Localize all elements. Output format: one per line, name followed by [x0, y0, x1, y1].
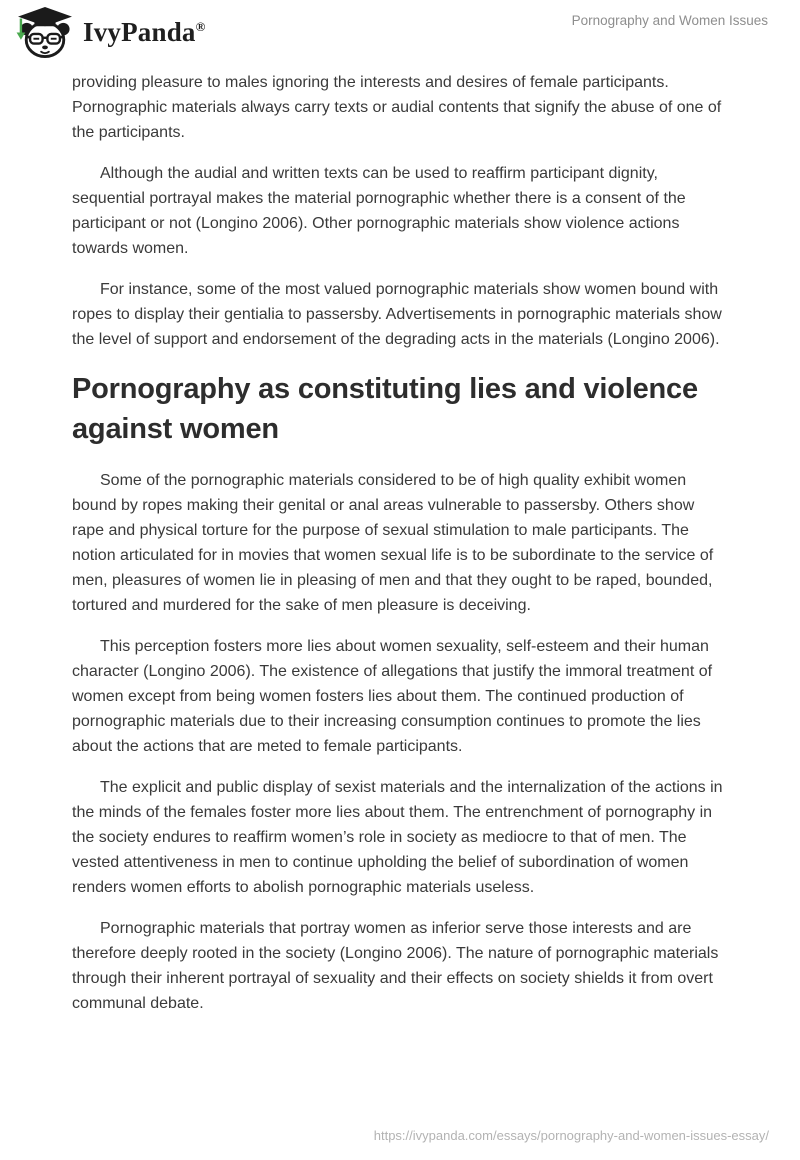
paragraph: This perception fosters more lies about women sexuality, self-esteem and their human character (Longino 2006). The existence of allegations that justify the immoral treatment of women except from being women fosters lies about them. The continued production of pornographic materials due to their increasing consumption continues to promote the lies about the actions that are meted to female participants. — [72, 638, 713, 755]
footer-source-url: https://ivypanda.com/essays/pornography-and-women-issues-essay/ — [373, 1128, 769, 1143]
document-header-title: Pornography and Women Issues — [571, 13, 768, 28]
section-heading: Pornography as constituting lies and violence against women — [72, 373, 698, 445]
brand-name — [83, 6, 206, 58]
paragraph: The explicit and public display of sexist materials and the internalization of the actions in the minds of the females foster more lies about them. The entrenchment of pornography in the society endures to reaffirm women’s role in society as mediocre to that of men. The vested attentiveness in men to continue upholding the belief of subordination of women renders women efforts to abolish pornographic materials useless. — [72, 779, 723, 896]
paragraph: Pornographic materials that portray women as inferior serve those interests and are therefore deeply rooted in the society (Longino 2006). The nature of pornographic materials through their inherent portrayal of sexuality and their effects on society shields it from overt communal debate. — [72, 920, 719, 1012]
registered-mark: ® — [195, 19, 206, 34]
panda-graduate-icon — [14, 6, 76, 58]
paragraph: providing pleasure to males ignoring the interests and desires of female participants. Pornographic materials always carry texts or audial contents that signify the abuse of one of the participants. — [72, 74, 722, 141]
brand-text: IvyPanda — [83, 17, 196, 47]
paragraph: Although the audial and written texts can be used to reaffirm participant dignity, sequential portrayal makes the material pornographic whether there is a consent of the participant or not (Longino 2006). Other pornographic materials show violence actions towards women. — [72, 165, 686, 257]
paragraph: For instance, some of the most valued pornographic materials show women bound with ropes to display their gentialia to passersby. Advertisements in pornographic materials show the level of support and endorsement of the degrading acts in the materials (Longino 2006). — [72, 281, 722, 348]
essay-body — [72, 70, 728, 1032]
paragraph: Some of the pornographic materials considered to be of high quality exhibit women bound by ropes making their genital or anal areas vulnerable to passersby. Others show rape and physical torture for the purpose of sexual stimulation to male participants. The notion articulated for in movies that women sexual life is to be subordinate to the service of men, pleasures of women lie in pleasing of men and that they ought to be raped, bounded, tortured and murdered for the sake of men pleasure is deceiving. — [72, 472, 714, 614]
page-header — [0, 0, 800, 66]
brand-logo — [14, 6, 206, 58]
